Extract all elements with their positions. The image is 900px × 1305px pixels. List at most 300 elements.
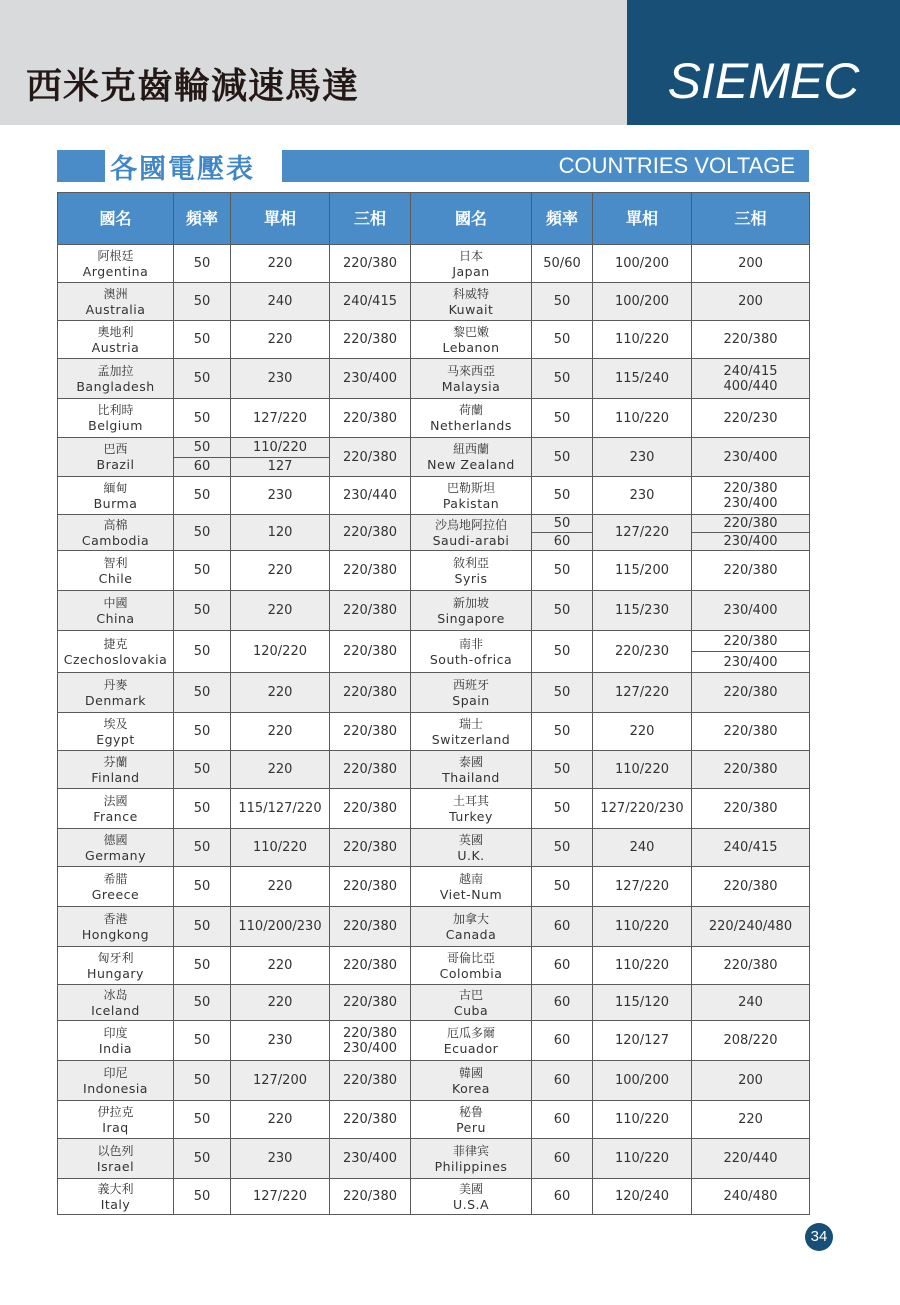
country-name-en: Switzerland (431, 731, 511, 747)
table-row (58, 515, 810, 551)
three-cell: 220/380 (330, 829, 411, 867)
three-split (692, 631, 809, 672)
country-name-en: India (98, 1040, 133, 1056)
three-value: 230/400 (692, 532, 809, 550)
freq-cell: 50 (532, 399, 593, 438)
country-name-en: Czechoslovakia (63, 651, 168, 667)
single-cell: 115/240 (593, 359, 692, 399)
country-cell (411, 1101, 532, 1139)
table-row (58, 245, 810, 283)
country-cell (411, 321, 532, 359)
freq-cell: 50 (174, 1021, 231, 1061)
single-cell: 127/200 (231, 1061, 330, 1101)
freq-cell: 60 (532, 1139, 593, 1179)
section-bar (282, 150, 809, 182)
country-name-en: Finland (91, 769, 140, 785)
country-cell (411, 1139, 532, 1179)
three-cell: 220/380 (692, 713, 810, 751)
country-name-en: Austria (91, 339, 140, 355)
value-line: 400/440 (723, 378, 778, 394)
single-cell: 240 (231, 283, 330, 321)
country-name-cn: 古巴 (458, 987, 483, 1002)
country-name-en: Iceland (91, 1002, 140, 1018)
three-cell: 208/220 (692, 1021, 810, 1061)
table-row (58, 1101, 810, 1139)
country-cell (58, 515, 174, 551)
three-value: 230/400 (692, 651, 809, 672)
country-name-cn: 香港 (103, 911, 128, 926)
country-name-en: Indonesia (83, 1080, 148, 1096)
single-cell: 110/220 (593, 947, 692, 985)
three-cell: 220/240/480 (692, 907, 810, 947)
single-cell: 110/220 (593, 1101, 692, 1139)
column-header: 國名 (411, 193, 532, 245)
single-cell: 220/230 (593, 631, 692, 673)
three-value: 220/380 (723, 633, 778, 649)
country-name-cn: 捷克 (103, 636, 128, 651)
table-header (58, 193, 810, 245)
freq-value: 50 (553, 516, 571, 531)
section-title-en: COUNTRIES VOLTAGE (558, 153, 795, 178)
country-name-en: Spain (452, 692, 490, 708)
country-cell (411, 477, 532, 515)
single-cell: 230 (593, 477, 692, 515)
brand-block (627, 0, 900, 125)
freq-cell: 50 (532, 438, 593, 477)
single-cell: 110/220 (593, 321, 692, 359)
country-name-cn: 巴勒斯坦 (446, 480, 495, 495)
table-row (58, 751, 810, 789)
freq-cell: 50 (532, 283, 593, 321)
country-name-cn: 紐西蘭 (452, 442, 489, 456)
three-cell: 240 (692, 985, 810, 1021)
country-name-en: Brazil (96, 457, 135, 472)
country-cell (58, 789, 174, 829)
column-header: 頻率 (532, 193, 593, 245)
country-name-en: Cambodia (81, 532, 150, 548)
three-cell: 220/380 (692, 321, 810, 359)
country-name-cn: 科威特 (452, 286, 489, 301)
country-name-cn: 希腊 (103, 871, 128, 886)
country-cell (411, 673, 532, 713)
freq-cell: 50 (174, 477, 231, 515)
country-name-en: Cuba (453, 1002, 489, 1018)
country-cell (411, 985, 532, 1021)
country-cell (411, 867, 532, 907)
single-cell: 230 (231, 359, 330, 399)
country-name-cn: 印度 (103, 1025, 128, 1040)
single-cell: 110/220 (231, 829, 330, 867)
country-name-en: Greece (91, 886, 140, 902)
single-cell: 115/127/220 (231, 789, 330, 829)
three-cell: 220/380 (692, 789, 810, 829)
freq-cell: 50 (174, 631, 231, 673)
three-cell (692, 359, 810, 399)
freq-cell: 50 (532, 359, 593, 399)
country-name-cn: 伊拉克 (97, 1104, 134, 1119)
country-name-cn: 瑞士 (458, 716, 483, 731)
freq-cell: 60 (532, 907, 593, 947)
freq-cell: 50 (174, 1179, 231, 1215)
single-value: 110/220 (252, 439, 307, 455)
country-name-cn: 緬甸 (103, 480, 128, 495)
three-cell: 220/380 (330, 631, 411, 673)
country-cell (58, 1179, 174, 1215)
country-cell (411, 1179, 532, 1215)
freq-cell: 50 (532, 591, 593, 631)
country-cell (58, 631, 174, 673)
country-name-en: Thailand (442, 769, 500, 785)
country-name-en: Canada (445, 926, 497, 942)
country-cell (58, 867, 174, 907)
freq-cell: 50 (174, 245, 231, 283)
country-name-cn: 巴西 (103, 442, 128, 456)
single-cell: 115/200 (593, 551, 692, 591)
country-cell (58, 399, 174, 438)
freq-cell: 50 (174, 985, 231, 1021)
three-cell: 220/380 (330, 789, 411, 829)
country-name-en: Philippines (434, 1158, 508, 1174)
country-name-en: Hungary (87, 965, 144, 981)
country-cell (58, 438, 174, 477)
table-row (58, 321, 810, 359)
single-cell: 110/220 (593, 907, 692, 947)
three-cell: 200 (692, 283, 810, 321)
country-cell (58, 551, 174, 591)
country-name-cn: 智利 (103, 555, 128, 570)
country-cell (411, 947, 532, 985)
country-name-cn: 中國 (103, 595, 128, 610)
three-cell: 220/380 (330, 1061, 411, 1101)
country-name-cn: 丹麥 (103, 677, 128, 692)
three-cell: 220/380 (330, 591, 411, 631)
country-cell (58, 947, 174, 985)
freq-cell: 50 (174, 751, 231, 789)
three-cell: 220/380 (330, 321, 411, 359)
three-cell: 220/380 (330, 399, 411, 438)
country-name-en: Argentina (82, 263, 149, 279)
country-name-en: Syris (454, 570, 488, 586)
freq-cell: 50 (174, 1139, 231, 1179)
freq-value: 60 (174, 457, 230, 477)
freq-cell: 50 (532, 829, 593, 867)
country-name-cn: 荷蘭 (458, 403, 483, 417)
freq-cell: 50/60 (532, 245, 593, 283)
single-cell: 127/220 (231, 399, 330, 438)
country-cell (58, 359, 174, 399)
single-cell: 220 (231, 591, 330, 631)
three-cell: 220/380 (330, 673, 411, 713)
three-cell (692, 515, 810, 551)
three-cell: 220/230 (692, 399, 810, 438)
country-name-cn: 澳洲 (103, 286, 128, 301)
country-name-cn: 日本 (458, 248, 483, 263)
country-cell (58, 1139, 174, 1179)
country-name-cn: 南非 (458, 636, 483, 651)
country-cell (411, 245, 532, 283)
freq-cell: 50 (532, 631, 593, 673)
column-header: 國名 (58, 193, 174, 245)
table-row (58, 673, 810, 713)
single-cell: 127/220 (593, 867, 692, 907)
freq-cell: 50 (174, 551, 231, 591)
country-cell (58, 477, 174, 515)
country-name-cn: 土耳其 (452, 793, 489, 808)
country-name-cn: 美國 (458, 1181, 483, 1196)
three-cell: 220/440 (692, 1139, 810, 1179)
country-cell (411, 751, 532, 789)
country-name-en: Peru (456, 1119, 486, 1135)
table-row (58, 789, 810, 829)
single-cell: 230 (231, 477, 330, 515)
three-cell: 240/415 (330, 283, 411, 321)
country-name-cn: 比利時 (97, 403, 134, 417)
single-cell: 110/220 (593, 1139, 692, 1179)
country-name-cn: 印尼 (103, 1065, 128, 1080)
country-cell (411, 907, 532, 947)
country-name-en: Saudi-arabi (432, 532, 510, 548)
single-cell: 127/220/230 (593, 789, 692, 829)
table-row (58, 713, 810, 751)
single-cell: 120/220 (231, 631, 330, 673)
country-name-cn: 義大利 (97, 1181, 134, 1196)
three-cell: 230/400 (330, 1139, 411, 1179)
freq-value: 50 (193, 439, 211, 455)
single-cell: 230 (231, 1139, 330, 1179)
country-name-cn: 黎巴嫩 (452, 324, 489, 339)
freq-cell: 50 (532, 551, 593, 591)
single-cell: 230 (593, 438, 692, 477)
country-name-cn: 德國 (103, 832, 128, 847)
freq-cell: 50 (174, 907, 231, 947)
country-name-en: Malaysia (441, 378, 501, 394)
country-cell (411, 515, 532, 551)
value-line: 220/380 (723, 480, 778, 496)
voltage-table (57, 192, 810, 1215)
three-cell: 220/380 (330, 438, 411, 477)
country-name-en: U.K. (457, 847, 485, 863)
country-cell (411, 1061, 532, 1101)
freq-cell: 50 (532, 673, 593, 713)
table-row (58, 438, 810, 477)
three-cell: 220/380 (692, 867, 810, 907)
single-cell: 220 (231, 673, 330, 713)
table-row (58, 829, 810, 867)
freq-cell: 50 (174, 359, 231, 399)
country-name-en: South-ofrica (429, 651, 513, 667)
country-cell (58, 1061, 174, 1101)
country-name-en: Belgium (88, 418, 143, 433)
page-title: 西米克齒輪減速馬達 (26, 66, 360, 107)
three-cell: 220/380 (330, 551, 411, 591)
table-row (58, 985, 810, 1021)
freq-cell: 60 (532, 1101, 593, 1139)
single-value: 127 (231, 457, 329, 477)
freq-cell: 60 (532, 1061, 593, 1101)
single-cell: 220 (231, 551, 330, 591)
country-name-cn: 奧地利 (97, 324, 134, 339)
table-row (58, 631, 810, 673)
country-cell (58, 751, 174, 789)
three-cell: 220/380 (692, 551, 810, 591)
brand-logo: SIEMEC (667, 53, 860, 109)
freq-split (532, 515, 592, 550)
three-cell: 220/380 (330, 907, 411, 947)
country-name-cn: 新加坡 (452, 595, 489, 610)
column-header: 三相 (692, 193, 810, 245)
three-cell: 200 (692, 1061, 810, 1101)
country-cell (411, 789, 532, 829)
freq-cell: 50 (174, 591, 231, 631)
country-name-en: Denmark (85, 692, 146, 708)
table-row (58, 1139, 810, 1179)
table-row (58, 907, 810, 947)
country-cell (58, 985, 174, 1021)
single-cell: 220 (231, 1101, 330, 1139)
freq-cell: 50 (174, 283, 231, 321)
value-line: 240/415 (723, 363, 778, 379)
single-cell: 127/220 (231, 1179, 330, 1215)
single-cell: 100/200 (593, 1061, 692, 1101)
country-name-en: China (96, 610, 135, 626)
value-line: 230/400 (723, 495, 778, 511)
country-cell (58, 829, 174, 867)
freq-cell: 60 (532, 1021, 593, 1061)
freq-cell (174, 438, 231, 477)
freq-cell: 50 (532, 321, 593, 359)
country-name-en: Israel (96, 1158, 135, 1174)
country-cell (411, 631, 532, 673)
three-cell: 230/440 (330, 477, 411, 515)
country-name-cn: 西班牙 (452, 677, 489, 692)
country-name-en: Netherlands (430, 418, 512, 433)
single-cell (231, 438, 330, 477)
country-name-cn: 沙烏地阿拉伯 (434, 517, 507, 532)
column-header: 頻率 (174, 193, 231, 245)
country-name-cn: 孟加拉 (97, 363, 134, 378)
country-name-cn: 法國 (103, 793, 128, 808)
country-cell (411, 1021, 532, 1061)
freq-cell: 60 (532, 947, 593, 985)
freq-cell: 50 (532, 867, 593, 907)
table-row (58, 283, 810, 321)
country-name-cn: 韓國 (458, 1065, 483, 1080)
country-cell (58, 1021, 174, 1061)
country-name-cn: 哥倫比亞 (446, 950, 495, 965)
single-cell: 120/127 (593, 1021, 692, 1061)
three-cell: 220/380 (692, 947, 810, 985)
three-cell (330, 1021, 411, 1061)
country-cell (411, 829, 532, 867)
freq-cell: 50 (174, 673, 231, 713)
column-header: 單相 (593, 193, 692, 245)
three-cell: 220/380 (330, 947, 411, 985)
freq-value: 60 (532, 532, 592, 550)
column-header: 三相 (330, 193, 411, 245)
value-line: 220/380 (342, 1025, 397, 1041)
single-cell: 220 (231, 867, 330, 907)
three-cell: 220/380 (330, 751, 411, 789)
three-cell: 220 (692, 1101, 810, 1139)
title-banner (0, 0, 627, 125)
country-name-en: Italy (100, 1196, 131, 1212)
table-row (58, 477, 810, 515)
country-cell (411, 438, 532, 477)
country-cell (58, 673, 174, 713)
freq-cell: 60 (532, 1179, 593, 1215)
freq-cell (532, 515, 593, 551)
country-cell (58, 591, 174, 631)
three-cell: 230/400 (330, 359, 411, 399)
section-title: 各國電壓表 (110, 154, 255, 185)
single-cell: 100/200 (593, 245, 692, 283)
country-name-en: Bangladesh (76, 378, 155, 394)
country-name-en: Turkey (449, 808, 493, 824)
three-cell (692, 477, 810, 515)
three-cell: 220/380 (330, 713, 411, 751)
section-marker (57, 150, 105, 182)
single-cell: 120/240 (593, 1179, 692, 1215)
freq-cell: 50 (532, 789, 593, 829)
country-name-en: Chile (98, 570, 133, 586)
country-name-en: Viet-Num (439, 886, 503, 902)
table-row (58, 867, 810, 907)
country-cell (411, 713, 532, 751)
country-name-en: Lebanon (442, 339, 500, 355)
single-cell: 110/220 (593, 751, 692, 789)
single-cell: 220 (231, 321, 330, 359)
three-cell: 230/400 (692, 438, 810, 477)
single-cell: 115/120 (593, 985, 692, 1021)
country-name-en: Burma (93, 495, 138, 511)
single-cell: 127/220 (593, 673, 692, 713)
country-name-en: Colombia (439, 965, 503, 981)
single-cell: 220 (593, 713, 692, 751)
three-cell: 240/415 (692, 829, 810, 867)
country-name-cn: 厄瓜多爾 (446, 1025, 495, 1040)
country-name-cn: 冰岛 (103, 987, 128, 1002)
country-name-en: Germany (85, 847, 146, 863)
three-cell (692, 631, 810, 673)
country-name-en: Pakistan (442, 495, 500, 511)
table-row (58, 1179, 810, 1215)
table-row (58, 1061, 810, 1101)
country-name-cn: 英國 (458, 832, 483, 847)
country-name-en: France (93, 808, 138, 824)
country-name-en: U.S.A (452, 1196, 490, 1212)
table-row (58, 399, 810, 438)
freq-cell: 50 (174, 515, 231, 551)
country-name-cn: 以色列 (97, 1143, 134, 1158)
country-name-cn: 秘鲁 (458, 1104, 483, 1119)
country-cell (58, 1101, 174, 1139)
country-cell (411, 551, 532, 591)
country-name-en: Kuwait (448, 301, 494, 317)
country-cell (58, 283, 174, 321)
freq-cell: 50 (532, 477, 593, 515)
country-name-cn: 菲律宾 (452, 1143, 489, 1158)
country-name-en: Hongkong (81, 926, 150, 942)
country-name-cn: 越南 (458, 871, 483, 886)
single-cell: 127/220 (593, 515, 692, 551)
page-number: 34 (805, 1223, 833, 1251)
freq-cell: 50 (174, 1101, 231, 1139)
country-name-cn: 埃及 (103, 716, 128, 731)
country-name-en: Korea (452, 1080, 490, 1096)
freq-cell: 50 (174, 321, 231, 359)
three-cell: 200 (692, 245, 810, 283)
table-row (58, 947, 810, 985)
